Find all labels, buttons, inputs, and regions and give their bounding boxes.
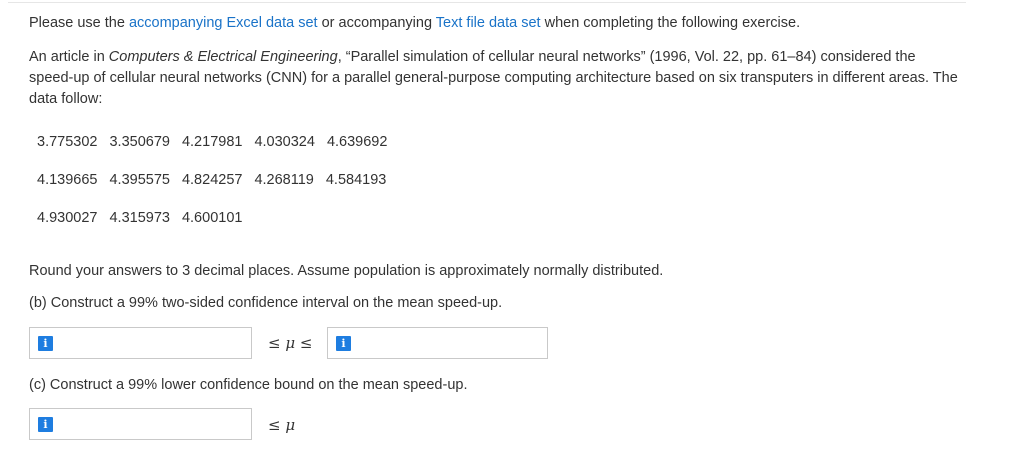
excel-data-link[interactable]: accompanying Excel data set <box>128 15 318 31</box>
part-b-relation: ≤ μ ≤ <box>268 334 313 352</box>
info-icon[interactable]: i <box>38 417 53 432</box>
problem-part1: An article in <box>29 49 109 65</box>
data-row-2 <box>37 170 398 190</box>
data-value: 4.217981 <box>181 134 243 150</box>
part-c-question: (c) Construct a 99% lower confidence bound on the mean speed-up. <box>29 377 468 393</box>
data-value: 4.315973 <box>109 210 170 226</box>
data-row-1 <box>37 132 399 152</box>
intro-line <box>29 13 800 33</box>
data-row-3 <box>37 208 254 228</box>
problem-part2: , “Parallel simulation of cellular neural networks” (1996, Vol. 22, pp. 61–84) considered the speed-up of cellular neural networks (CNN) for a parallel general-purpose computing architecture based on six transputers in different areas. The data follow: <box>29 49 958 107</box>
info-icon[interactable]: i <box>38 336 53 351</box>
part-b-upper-input[interactable] <box>357 328 547 358</box>
part-b-lower-field[interactable] <box>29 327 252 359</box>
part-c-lower-field[interactable] <box>29 408 252 440</box>
info-icon[interactable]: i <box>336 336 351 351</box>
data-value: 3.350679 <box>109 134 170 150</box>
data-value: 4.824257 <box>181 172 243 188</box>
data-value: 4.584193 <box>325 172 387 188</box>
data-value: 4.639692 <box>326 134 388 150</box>
text-file-data-link[interactable]: Text file data set <box>435 15 541 31</box>
intro-suffix: when completing the following exercise. <box>540 15 801 31</box>
data-value: 4.600101 <box>181 210 243 226</box>
intro-middle: or accompanying <box>317 15 436 31</box>
part-b-question: (b) Construct a 99% two-sided confidence interval on the mean speed-up. <box>29 295 503 311</box>
part-b-upper-field[interactable] <box>327 327 548 359</box>
rounding-instructions: Round your answers to 3 decimal places. Assume population is approximately normally distributed. <box>29 263 664 279</box>
intro-prefix: Please use the <box>29 15 129 31</box>
data-value: 3.775302 <box>37 134 98 150</box>
part-b-lower-input[interactable] <box>59 328 251 358</box>
data-value: 4.030324 <box>254 134 315 150</box>
data-value: 4.139665 <box>37 172 98 188</box>
data-value: 4.395575 <box>109 172 170 188</box>
data-value: 4.268119 <box>254 172 314 188</box>
part-c-lower-input[interactable] <box>59 409 251 439</box>
journal-name: Computers & Electrical Engineering <box>108 49 338 65</box>
question-card <box>8 2 966 451</box>
data-value: 4.930027 <box>37 210 98 226</box>
part-c-relation: ≤ μ <box>268 416 296 434</box>
problem-statement <box>29 47 959 110</box>
